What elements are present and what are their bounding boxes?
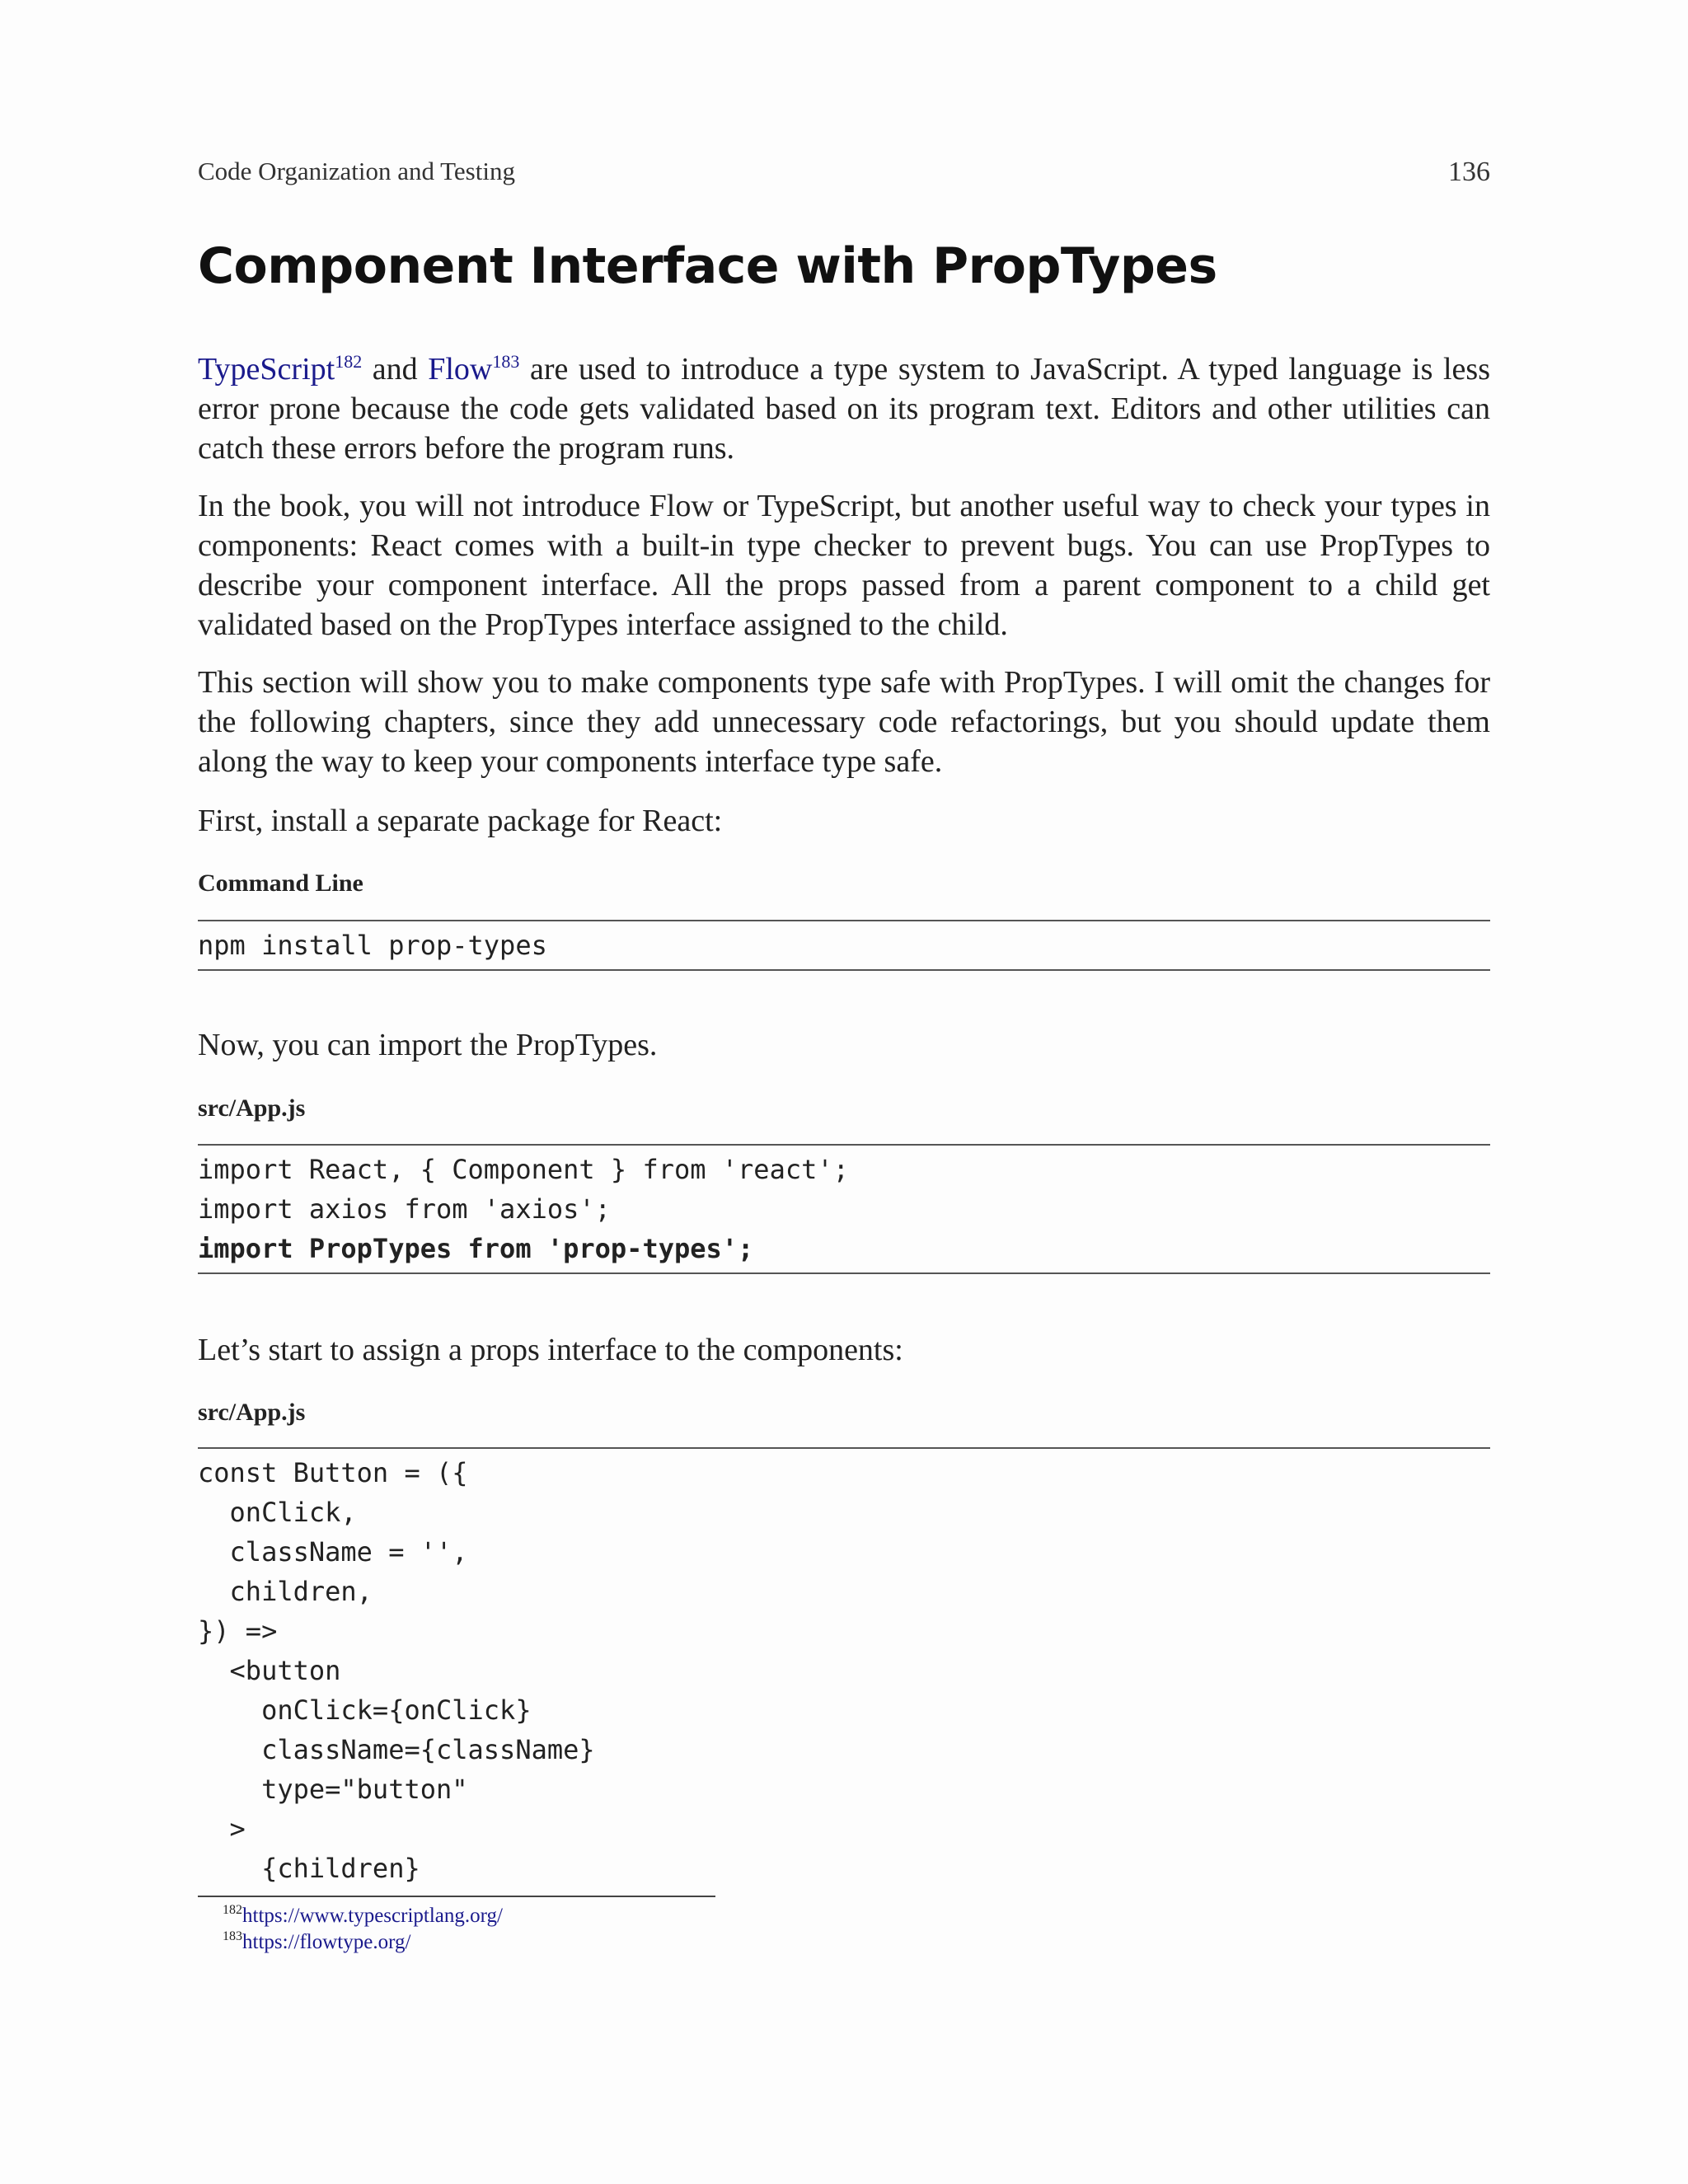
- code-line: children,: [198, 1576, 373, 1607]
- paragraph-6-text: Let’s start to assign a props interface to the components:: [198, 1333, 903, 1367]
- intro-paragraph: [198, 349, 1490, 468]
- chapter-title: Code Organization and Testing: [198, 157, 515, 185]
- intro-text-a: and: [362, 352, 429, 387]
- code-listing-2: [198, 1144, 1490, 1274]
- footnote-182: [223, 1904, 503, 1929]
- code-line: npm install prop-types: [198, 930, 547, 961]
- code-line: }) =>: [198, 1615, 278, 1647]
- paragraph-2-text: In the book, you will not introduce Flow or TypeScript, but another useful way to check your types in components: React comes with a built-in type checker to prevent bugs. You can use PropTypes to describe your component interface. All the props passed from a parent component to a child get validated based on the PropTypes interface assigned to the child.: [198, 489, 1490, 642]
- footnote-link-flow[interactable]: https://flowtype.org/: [242, 1931, 411, 1953]
- intro-text-b: are used to introduce a type system to JavaScript. A typed language is less error prone because the code gets validated based on its program text. Editors and other utilities can catch these errors before the program runs.: [198, 352, 1490, 466]
- footnote-183: [223, 1930, 410, 1955]
- footnote-number: 182: [223, 1903, 242, 1917]
- code-line: onClick={onClick}: [198, 1694, 532, 1726]
- code-line-highlighted: import PropTypes from 'prop-types';: [198, 1233, 754, 1264]
- paragraph-6: [198, 1330, 1490, 1370]
- listing-2-caption: src/App.js: [198, 1094, 306, 1122]
- flow-link[interactable]: Flow: [428, 352, 493, 387]
- running-header: [198, 157, 1490, 193]
- section-title: Component Interface with PropTypes: [198, 237, 1217, 295]
- code-line: {children}: [198, 1853, 420, 1884]
- footnote-number: 183: [223, 1929, 242, 1943]
- paragraph-5-text: Now, you can import the PropTypes.: [198, 1028, 658, 1062]
- code-line: import axios from 'axios';: [198, 1193, 611, 1225]
- code-line: <button: [198, 1655, 341, 1686]
- typescript-link[interactable]: TypeScript: [198, 352, 335, 387]
- code-line: type="button": [198, 1774, 468, 1805]
- code-line: className={className}: [198, 1734, 595, 1765]
- book-page: [198, 0, 1490, 2184]
- paragraph-3: [198, 663, 1490, 781]
- footnote-divider: [198, 1896, 715, 1897]
- code-line: onClick,: [198, 1497, 357, 1528]
- footnote-link-typescript[interactable]: https://www.typescriptlang.org/: [242, 1905, 503, 1927]
- listing-1-caption: Command Line: [198, 869, 363, 897]
- footnote-ref-182[interactable]: 182: [335, 351, 363, 372]
- paragraph-4-text: First, install a separate package for React:: [198, 804, 723, 838]
- paragraph-4: [198, 801, 1490, 841]
- code-listing-3: [198, 1447, 1490, 1888]
- footnote-ref-183[interactable]: 183: [492, 351, 520, 372]
- code-line: import React, { Component } from 'react';: [198, 1154, 849, 1185]
- code-line: >: [198, 1813, 246, 1844]
- paragraph-3-text: This section will show you to make components type safe with PropTypes. I will omit the changes for the following chapters, since they add unnecessary code refactorings, but you should update them along the way to keep your components interface type safe.: [198, 665, 1490, 779]
- page-number: 136: [1448, 157, 1490, 187]
- code-line: const Button = ({: [198, 1457, 468, 1488]
- paragraph-5: [198, 1025, 1490, 1065]
- code-listing-1: [198, 920, 1490, 971]
- code-line: className = '',: [198, 1536, 468, 1568]
- paragraph-2: [198, 486, 1490, 644]
- listing-3-caption: src/App.js: [198, 1399, 306, 1426]
